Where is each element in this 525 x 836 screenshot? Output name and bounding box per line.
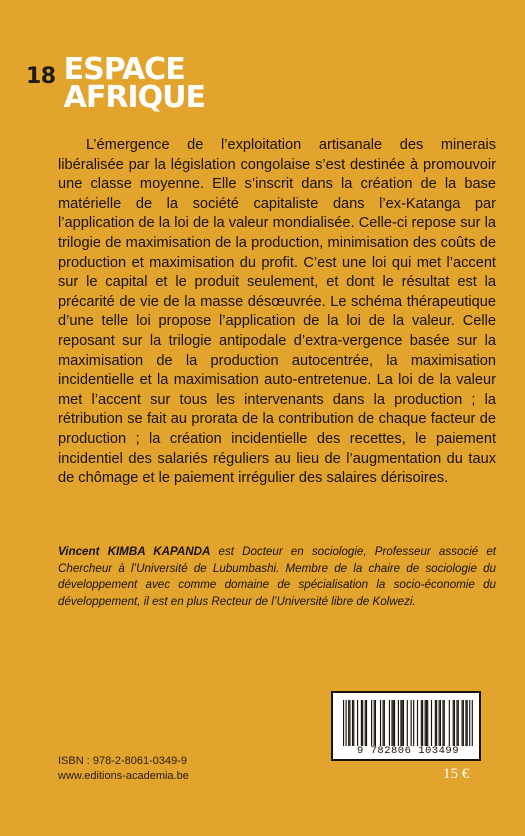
summary-text: L’émergence de l’exploitation artisanale des minerais libéralisée par la législation congolaise s’est destinée à promouvoir une classe moyenne. Elle s’inscrit dans la création de la base matérielle de la société capitaliste dans l’ex-Katanga par l’application de la loi de la valeur mondialisée. Celle-ci repose sur la trilogie de maximisation de la production, minimisation des coûts de production et maximisation du profit. C’est une loi qui met l’accent sur le capital et le produit seulement, et dont le résultat est la précarité de vie de la masse désœuvrée. Le schéma thérapeutique d’une telle loi propose l’application de la loi de la valeur. Celle reposant sur la trilogie antipodale d’extra-vergence basée sur la maximisation de la production autocentrée, la maximisation incidentielle et la maximisation auto-entretenue. La loi de la valeur met l’accent sur tous les intervenants dans la production ; la rétribution se fait au prorata de la contribution de chaque facteur de production ; la création incidentielle des recettes, le paiement incidentiel des salariés réguliers au lieu de l’augmentation du taux de chômage et le paiement irrégulier des salaires dérisoires. — [58, 137, 496, 487]
series-title-line1: ESPACE — [63, 52, 185, 87]
barcode-bar — [384, 700, 385, 746]
barcode-bar — [463, 700, 464, 746]
barcode-bar — [407, 700, 408, 746]
barcode-bar — [393, 700, 394, 746]
barcode-bar — [456, 700, 457, 746]
series-title — [63, 52, 205, 115]
barcode-bar — [403, 700, 404, 746]
barcode-bar — [374, 700, 375, 746]
barcode-bar — [380, 700, 381, 746]
barcode-bar — [462, 700, 463, 746]
barcode-bar — [417, 700, 418, 746]
barcode-bar — [411, 700, 412, 746]
barcode-bar — [362, 700, 363, 746]
barcode-bar — [366, 700, 367, 746]
barcode-number: 9 782806 103499 — [356, 745, 459, 757]
barcode-bar — [371, 700, 372, 746]
barcode-bar — [348, 700, 349, 746]
barcode-bar — [421, 700, 422, 746]
barcode-bar — [469, 700, 470, 746]
barcode-bar — [453, 700, 454, 746]
isbn: ISBN : 978-2-8061-0349-9 — [58, 755, 188, 767]
author-bio-text: est Docteur en sociologie, Professeur associé et Chercheur à l’Université de Lubumbashi. Membre de la chaire de sociologie du développement avec comme domaine de spécialisation la socio-économie du développement, il est en plus Recteur de l’Université libre de Kolwezi. — [58, 545, 497, 608]
barcode-bar — [346, 700, 347, 746]
barcode-bar — [402, 700, 403, 746]
barcode-bar — [352, 700, 353, 746]
barcode-bar — [398, 700, 399, 746]
barcode-bars — [343, 700, 473, 746]
barcode-bar — [394, 700, 395, 746]
barcode-bar — [426, 700, 427, 746]
barcode-bar — [400, 700, 401, 746]
barcode-bar — [375, 700, 376, 746]
barcode-bar — [425, 700, 426, 746]
barcode-bar — [472, 700, 473, 746]
barcode-bar — [391, 700, 392, 746]
barcode-bar — [357, 700, 358, 746]
barcode-bar — [440, 700, 441, 746]
barcode-bar — [353, 700, 354, 746]
barcode-bar — [449, 700, 450, 746]
barcode-bar — [444, 700, 445, 746]
barcode-bar — [413, 700, 414, 746]
series-block — [26, 52, 205, 115]
barcode — [331, 691, 481, 761]
barcode-bar — [467, 700, 468, 746]
barcode-bar — [365, 700, 366, 746]
price: 15 € — [443, 766, 470, 782]
barcode-bar — [442, 700, 443, 746]
barcode-bar — [361, 700, 362, 746]
barcode-bar — [422, 700, 423, 746]
website-link[interactable]: www.editions-academia.be — [58, 770, 189, 782]
barcode-bar — [383, 700, 384, 746]
barcode-bar — [465, 700, 466, 746]
barcode-bar — [431, 700, 432, 746]
barcode-bar — [427, 700, 428, 746]
barcode-bar — [343, 700, 344, 746]
author-name: Vincent KIMBA KAPANDA — [58, 545, 211, 558]
barcode-bar — [349, 700, 350, 746]
barcode-bar — [435, 700, 436, 746]
series-number: 18 — [26, 64, 56, 89]
barcode-bar — [389, 700, 390, 746]
barcode-bar — [458, 700, 459, 746]
barcode-bar — [436, 700, 437, 746]
barcode-bar — [439, 700, 440, 746]
barcode-bar — [454, 700, 455, 746]
author-bio — [58, 544, 496, 610]
series-title-line2: AFRIQUE — [63, 79, 205, 115]
